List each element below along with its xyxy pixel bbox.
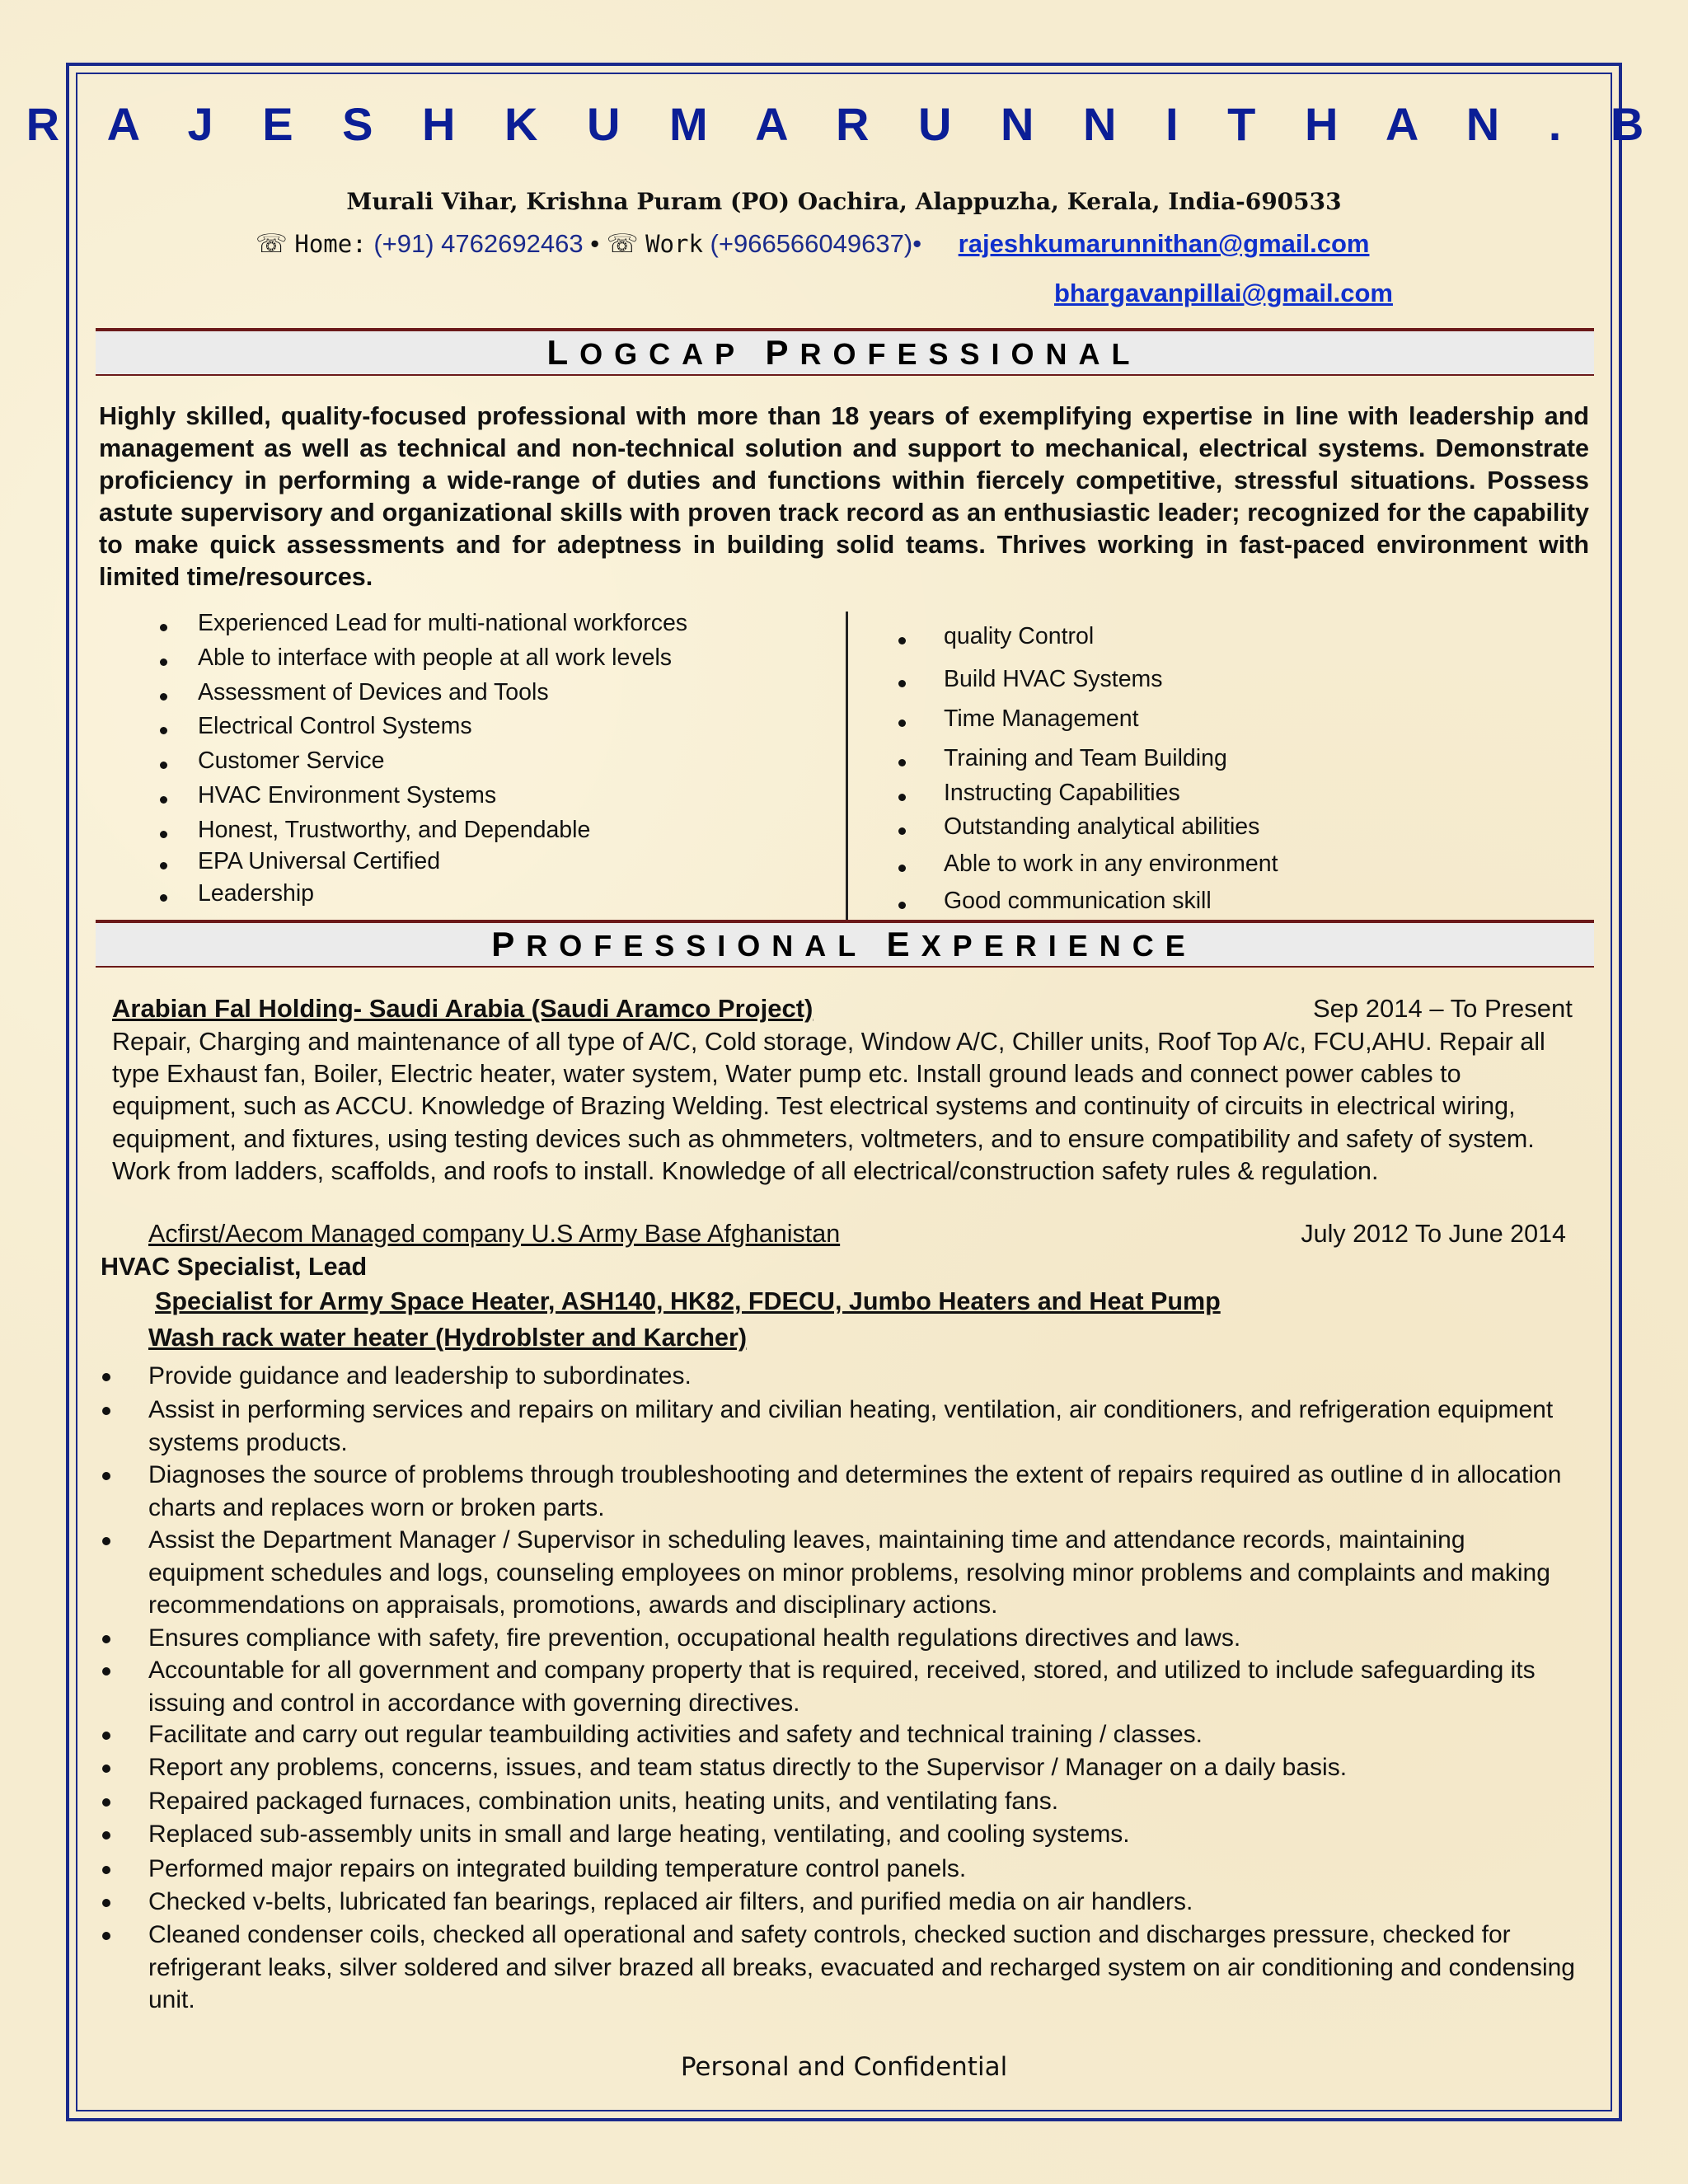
address: Murali Vihar, Krishna Puram (PO) Oachira, Alappuzha, Kerala, India-690533 (346, 188, 1342, 215)
job2-company: Acfirst/Aecom Managed company U.S Army Base Afghanistan (148, 1220, 841, 1248)
bullet-icon (160, 831, 167, 838)
job1-dates: Sep 2014 – To Present (1313, 994, 1573, 1023)
bullet-icon (102, 1932, 110, 1940)
home-phone: (+91) 4762692463 (373, 229, 584, 258)
skill-left-item: EPA Universal Certified (198, 848, 441, 874)
contact-line (256, 229, 1369, 259)
duty-item: Checked v-belts, lubricated fan bearings, replaced air filters, and purified media on air handlers. (148, 1888, 1193, 1915)
duty-item: Replaced sub-assembly units in small and large heating, ventilating, and cooling systems. (148, 1821, 1130, 1848)
separator-dot: • (912, 229, 922, 258)
experience-section-title: PROFESSIONAL EXPERIENCE (491, 925, 1197, 963)
profile-section-title: LOGCAP PROFESSIONAL (546, 333, 1142, 372)
bullet-icon (898, 719, 906, 727)
skill-left-item: Electrical Control Systems (198, 713, 472, 739)
job2-company-line (148, 1220, 1566, 1249)
bullet-icon (160, 862, 167, 869)
email-link-primary[interactable]: rajeshkumarunnithan@gmail.com (958, 229, 1370, 258)
duty-item: Report any problems, concerns, issues, and team status directly to the Supervisor / Manager on a daily basis. (148, 1754, 1348, 1781)
skill-right-item: Able to work in any environment (944, 851, 1278, 877)
skill-right-item: Build HVAC Systems (944, 666, 1163, 692)
duty-item: Performed major repairs on integrated building temperature control panels. (148, 1855, 967, 1882)
bullet-icon (102, 1472, 110, 1480)
bullet-icon (160, 624, 167, 631)
skill-right-item: Outstanding analytical abilities (944, 813, 1260, 840)
profile-summary: Highly skilled, quality-focused professional with more than 18 years of exemplifying expertise in line with leadership and management as well as technical and non-technical solution and support to mechanical, electrical systems. Demonstrate proficiency in performing a wide-range of duties and functions within fiercely competitive, stressful situations. Possess astute supervisory and organizational skills with proven track record as an enthusiastic leader; recognized for the capability to make quick assessments and for adeptness in building solid teams. Thrives working in fast-paced environment with limited time/resources. (99, 402, 1589, 591)
bullet-icon (898, 865, 906, 872)
bullet-icon (102, 1866, 110, 1874)
bullet-icon (102, 1635, 110, 1643)
skill-right-item: quality Control (944, 623, 1095, 649)
skill-left-item: Honest, Trustworthy, and Dependable (198, 817, 591, 843)
bullet-icon (898, 759, 906, 766)
duty-item: Provide guidance and leadership to subordinates. (148, 1362, 692, 1390)
duty-item: Diagnoses the source of problems through troubleshooting and determines the extent of repairs required as outline d in allocation charts and replaces worn or broken parts. (148, 1461, 1562, 1521)
phone-icon: ☏ (606, 229, 639, 258)
candidate-name: R A J E S H K U M A R U N N I T H A N . B (26, 98, 1662, 150)
skill-right-item: Instructing Capabilities (944, 780, 1180, 806)
skill-left-item: Experienced Lead for multi-national workforces (198, 610, 688, 636)
job2-specialty-1: Specialist for Army Space Heater, ASH140, HK82, FDECU, Jumbo Heaters and Heat Pump (155, 1287, 1221, 1315)
email-link-secondary[interactable]: bhargavanpillai@gmail.com (1054, 279, 1393, 307)
skill-left-item: HVAC Environment Systems (198, 782, 497, 808)
duty-item: Cleaned condenser coils, checked all operational and safety controls, checked suction and discharges pressure, checked for refrigerant leaks, silver soldered and silver brazed all breaks, evacuated and recharged system on air conditioning and condensing unit. (148, 1921, 1575, 2013)
footer-confidential: Personal and Confidential (680, 2052, 1008, 2082)
job1-company: Arabian Fal Holding- Saudi Arabia (Saudi Aramco Project) (112, 994, 814, 1023)
phone-icon: ☏ (256, 229, 288, 258)
bullet-icon (102, 1798, 110, 1807)
job2-dates: July 2012 To June 2014 (1301, 1220, 1566, 1248)
bullet-icon (102, 1765, 110, 1773)
bullet-icon (102, 1407, 110, 1415)
bullet-icon (898, 680, 906, 687)
duty-item: Assist in performing services and repairs on military and civilian heating, ventilation, air conditioners, and refrigeration equipment systems products. (148, 1396, 1554, 1456)
work-label: Work (645, 230, 703, 258)
duty-item: Accountable for all government and company property that is required, received, stored, and utilized to include safeguarding its issuing and control in accordance with governing directives. (148, 1657, 1536, 1717)
duty-item: Facilitate and carry out regular teambuilding activities and safety and technical training / classes. (148, 1721, 1203, 1748)
bullet-icon (160, 727, 167, 734)
duty-item: Ensures compliance with safety, fire prevention, occupational health regulations directives and laws. (148, 1624, 1241, 1652)
bullet-icon (102, 1831, 110, 1840)
home-label: Home: (294, 230, 367, 258)
bullet-icon (160, 796, 167, 804)
skill-left-item: Customer Service (198, 748, 385, 774)
job1-description: Repair, Charging and maintenance of all type of A/C, Cold storage, Window A/C, Chiller units, Roof Top A/c, FCU,AHU. Repair all type Exhaust fan, Boiler, Electric heater, water system, Water pump etc. Install ground leads and connect power cables to equipment, such as ACCU. Knowledge of Brazing Welding. Test electrical systems and continuity of circuits in electrical wiring, equipment, and fixtures, using testing devices such as ohmmeters, voltmeters, and to ensure compatibility and safety of system. Work from ladders, scaffolds, and roofs to install. Knowledge of all electrical/construction safety rules & regulation. (112, 1028, 1545, 1185)
work-phone: (+966566049637) (710, 229, 913, 258)
bullet-icon (102, 1667, 110, 1675)
skills-column-divider (846, 612, 848, 920)
bullet-icon (102, 1373, 110, 1381)
bullet-icon (160, 762, 167, 769)
bullet-icon (898, 637, 906, 644)
skill-right-item: Time Management (944, 705, 1139, 732)
bullet-icon (898, 794, 906, 801)
duty-item: Assist the Department Manager / Supervisor in scheduling leaves, maintaining time and attendance records, maintaining equipment schedules and logs, counseling employees on minor problems, resolving minor problems and complaints and making recommendations on appraisals, promotions, awards and disciplinary actions. (148, 1526, 1550, 1619)
bullet-icon (160, 894, 167, 902)
skill-right-item: Good communication skill (944, 888, 1212, 914)
bullet-icon (102, 1537, 110, 1545)
skill-left-item: Leadership (198, 880, 315, 907)
bullet-icon (102, 1899, 110, 1907)
skill-left-item: Able to interface with people at all work levels (198, 644, 673, 671)
duty-item: Repaired packaged furnaces, combination units, heating units, and ventilating fans. (148, 1788, 1059, 1815)
bullet-icon (898, 902, 906, 909)
bullet-icon (160, 658, 167, 666)
skill-right-item: Training and Team Building (944, 745, 1227, 771)
skill-left-item: Assessment of Devices and Tools (198, 679, 549, 705)
job2-specialty-2: Wash rack water heater (Hydroblster and Karcher) (148, 1324, 748, 1352)
bullet-icon (102, 1732, 110, 1740)
job2-role: HVAC Specialist, Lead (101, 1253, 368, 1281)
bullet-icon (160, 693, 167, 701)
separator-dot: • (590, 229, 607, 258)
bullet-icon (898, 827, 906, 835)
